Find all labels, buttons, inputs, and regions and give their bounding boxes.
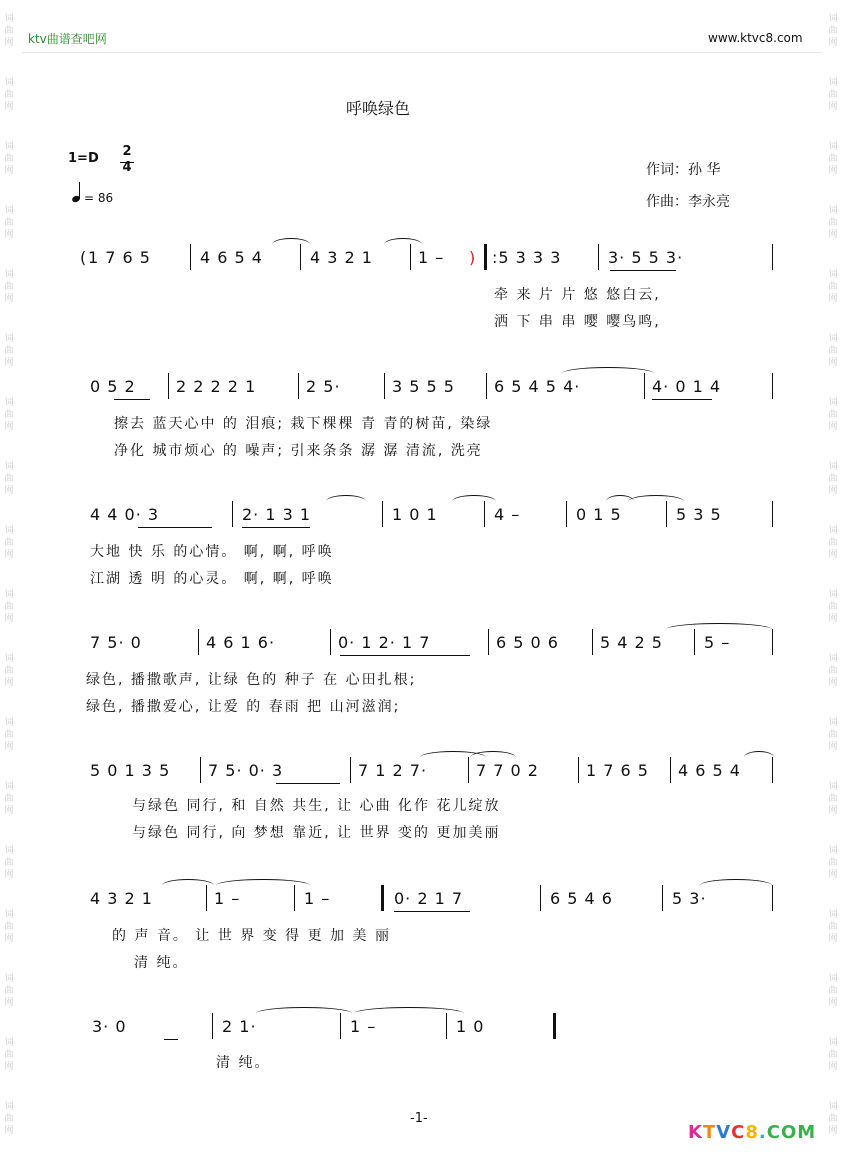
- watermark-glyph: 词: [828, 718, 838, 728]
- watermark-glyph: 词: [4, 654, 14, 664]
- watermark-glyph: 网: [828, 806, 838, 816]
- measure: 0 1 5: [576, 505, 622, 524]
- tie-arc: [354, 1007, 464, 1020]
- measure: 3 5 5 5: [392, 377, 455, 396]
- barline: [772, 501, 773, 527]
- barline: [294, 885, 295, 911]
- measure: 4 3 2 1: [90, 889, 153, 908]
- measure: 3· 0: [92, 1017, 127, 1036]
- watermark-glyph: 网: [828, 486, 838, 496]
- barline: [772, 244, 773, 270]
- watermark-glyph: 曲: [828, 282, 838, 292]
- watermark-glyph: 词: [828, 14, 838, 24]
- watermark-glyph: 曲: [4, 858, 14, 868]
- song-title: 呼唤绿色: [346, 99, 411, 118]
- score-system-3: [0, 504, 843, 624]
- watermark-glyph: 曲: [4, 730, 14, 740]
- watermark-glyph: 词: [828, 526, 838, 536]
- watermark-glyph: 网: [828, 998, 838, 1008]
- tempo-mark: = 86: [84, 191, 114, 205]
- tie-arc: [256, 1007, 352, 1020]
- measure: 1 –: [418, 248, 445, 267]
- measure: 7 1 2 7·: [358, 761, 428, 780]
- watermark-glyph: 网: [828, 358, 838, 368]
- tie-arc: [272, 238, 310, 251]
- measure: 5 0 1 3 5: [90, 761, 171, 780]
- site-url-right: www.ktvc8.com: [708, 31, 803, 45]
- measure: 5 3 5: [676, 505, 722, 524]
- watermark-glyph: 词: [4, 462, 14, 472]
- watermark-glyph: 曲: [828, 26, 838, 36]
- watermark-glyph: 网: [4, 1062, 14, 1072]
- watermark-glyph: 词: [828, 462, 838, 472]
- watermark-glyph: 网: [828, 742, 838, 752]
- lyric-verse-2: 与绿色 同行, 向 梦想 靠近, 让 世界 变的 更加美丽: [132, 825, 501, 841]
- measure: 1 7 6 5: [586, 761, 649, 780]
- watermark-glyph: 曲: [828, 346, 838, 356]
- watermark-glyph: 曲: [4, 986, 14, 996]
- watermark-glyph: 曲: [4, 26, 14, 36]
- score-system-5: [0, 760, 843, 880]
- lyric-verse-2: 洒 下 串 串 嘤 嘤鸟鸣,: [494, 314, 661, 330]
- underline-beam: [164, 1039, 178, 1040]
- watermark-glyph: 网: [4, 294, 14, 304]
- watermark-glyph: 词: [828, 142, 838, 152]
- barline: [446, 1013, 447, 1039]
- watermark-glyph: 网: [828, 38, 838, 48]
- barline: [350, 757, 351, 783]
- watermark-glyph: 词: [828, 78, 838, 88]
- watermark-glyph: 网: [4, 38, 14, 48]
- barline: [772, 885, 773, 911]
- final-barline: [553, 1013, 556, 1039]
- barline: [468, 757, 469, 783]
- lyric-verse-2: 绿色, 播撒爱心, 让爱 的 春雨 把 山河滋润;: [86, 699, 401, 715]
- lyric-final: 清 纯。: [216, 1055, 271, 1071]
- underline-beam: [394, 911, 470, 912]
- barline: [340, 1013, 341, 1039]
- watermark-glyph: 曲: [4, 794, 14, 804]
- watermark-glyph: 词: [4, 206, 14, 216]
- watermark-glyph: 曲: [828, 90, 838, 100]
- watermark-glyph: 曲: [828, 410, 838, 420]
- watermark-glyph: 网: [4, 1126, 14, 1136]
- watermark-glyph: 曲: [828, 730, 838, 740]
- measure: 2 2 2 2 1: [176, 377, 257, 396]
- composer-credit: 作曲：李永亮: [646, 194, 730, 210]
- bracket-open: (: [80, 248, 88, 267]
- tie-arc: [562, 367, 654, 380]
- barline: [232, 501, 233, 527]
- watermark-glyph: 词: [4, 334, 14, 344]
- lyric-verse-1: 绿色, 播撒歌声, 让绿 色的 种子 在 心田扎根;: [86, 672, 417, 688]
- measure: 1 –: [214, 889, 241, 908]
- watermark-glyph: 词: [4, 14, 14, 24]
- time-signature-bottom: 4: [122, 160, 132, 175]
- watermark-glyph: 曲: [4, 602, 14, 612]
- notation-row: [0, 1016, 843, 1056]
- watermark-glyph: 网: [828, 934, 838, 944]
- barline: [486, 373, 487, 399]
- watermark-glyph: 网: [828, 230, 838, 240]
- watermark-glyph: 曲: [4, 474, 14, 484]
- tie-arc: [744, 751, 774, 764]
- barline: [190, 244, 191, 270]
- score-system-1: [0, 247, 843, 367]
- watermark-glyph: 网: [4, 742, 14, 752]
- watermark-glyph: 网: [4, 550, 14, 560]
- measure: 6 5 4 6: [550, 889, 613, 908]
- barline: [598, 244, 599, 270]
- watermark-glyph: 词: [4, 846, 14, 856]
- watermark-glyph: 曲: [828, 602, 838, 612]
- watermark-glyph: 网: [828, 678, 838, 688]
- lyricist-credit: 作词：孙 华: [646, 162, 721, 178]
- watermark-glyph: 网: [4, 806, 14, 816]
- barline: [772, 629, 773, 655]
- watermark-glyph: 网: [4, 166, 14, 176]
- barline: [300, 244, 301, 270]
- watermark-glyph: 曲: [4, 282, 14, 292]
- barline: [410, 244, 411, 270]
- barline: [662, 885, 663, 911]
- barline: [772, 373, 773, 399]
- underline-beam: [610, 270, 676, 271]
- tie-arc: [216, 879, 310, 892]
- watermark-glyph: 曲: [828, 986, 838, 996]
- watermark-glyph: 网: [828, 166, 838, 176]
- measure: 1 0: [456, 1017, 485, 1036]
- watermark-glyph: 曲: [828, 474, 838, 484]
- measure: 2 5·: [306, 377, 341, 396]
- watermark-glyph: 曲: [4, 154, 14, 164]
- measure: 6 5 4 5 4·: [494, 377, 581, 396]
- measure: 2 1·: [222, 1017, 257, 1036]
- lyric-verse-2: 净化 城市烦心 的 噪声; 引来条条 潺 潺 清流, 洗亮: [114, 443, 483, 459]
- tie-arc: [452, 495, 496, 508]
- barline: [566, 501, 567, 527]
- notation-row: [0, 376, 843, 416]
- quarter-note-head-icon: [71, 195, 81, 203]
- lyric-verse-1: 的 声 音。 让 世 界 变 得 更 加 美 丽: [112, 928, 391, 944]
- watermark-glyph: 曲: [828, 1114, 838, 1124]
- notation-row: [0, 760, 843, 800]
- watermark-glyph: 词: [828, 590, 838, 600]
- watermark-glyph: 词: [4, 1102, 14, 1112]
- score-system-2: [0, 376, 843, 496]
- tie-arc: [326, 495, 366, 508]
- page-number: -1-: [410, 1111, 428, 1126]
- key-signature: 1=D: [68, 151, 99, 166]
- watermark-glyph: 词: [4, 1038, 14, 1048]
- watermark-glyph: 曲: [828, 794, 838, 804]
- measure: 0 5 2: [90, 377, 136, 396]
- score-system-4: [0, 632, 843, 752]
- barline: [200, 757, 201, 783]
- measure: 1 –: [350, 1017, 377, 1036]
- watermark-glyph: 词: [828, 654, 838, 664]
- repeat-end-barline: [381, 885, 384, 911]
- measure: 4 6 5 4: [678, 761, 741, 780]
- watermark-glyph: 词: [4, 78, 14, 88]
- watermark-glyph: 词: [4, 782, 14, 792]
- barline: [330, 629, 331, 655]
- notation-row: [0, 504, 843, 544]
- barline: [666, 501, 667, 527]
- watermark-glyph: 词: [828, 398, 838, 408]
- measure: 4· 0 1 4: [652, 377, 722, 396]
- watermark-glyph: 网: [4, 422, 14, 432]
- underline-beam: [340, 655, 470, 656]
- measure: 0· 1 2· 1 7: [338, 633, 431, 652]
- watermark-glyph: 词: [4, 526, 14, 536]
- bracket-close: ): [469, 248, 477, 267]
- measure: 1 0 1: [392, 505, 438, 524]
- repeat-barline: [484, 244, 487, 270]
- score-system-6: [0, 888, 843, 1008]
- site-logo: KTVC8.COM: [688, 1122, 817, 1143]
- measure: 4 3 2 1: [310, 248, 373, 267]
- watermark-glyph: 词: [828, 334, 838, 344]
- watermark-glyph: 曲: [4, 538, 14, 548]
- watermark-glyph: 网: [4, 230, 14, 240]
- notation-row: [0, 888, 843, 928]
- site-name-left: ktv曲谱查吧网: [28, 32, 107, 46]
- watermark-glyph: 词: [4, 398, 14, 408]
- measure: 5 4 2 5: [600, 633, 663, 652]
- tie-arc: [384, 238, 422, 251]
- lyric-verse-1: 大地 快 乐 的心情。 啊, 啊, 呼唤: [90, 544, 334, 560]
- watermark-glyph: 网: [828, 102, 838, 112]
- watermark-glyph: 网: [4, 998, 14, 1008]
- measure: 4 4 0· 3: [90, 505, 160, 524]
- watermark-glyph: 词: [828, 206, 838, 216]
- watermark-glyph: 曲: [828, 858, 838, 868]
- watermark-glyph: 网: [828, 550, 838, 560]
- barline: [484, 501, 485, 527]
- tie-arc: [700, 879, 772, 892]
- measure: 7 5· 0· 3: [208, 761, 284, 780]
- barline: [644, 373, 645, 399]
- barline: [382, 501, 383, 527]
- watermark-glyph: 网: [828, 614, 838, 624]
- barline: [198, 629, 199, 655]
- underline-beam: [138, 527, 212, 528]
- watermark-glyph: 网: [828, 870, 838, 880]
- underline-beam: [276, 783, 340, 784]
- watermark-glyph: 词: [4, 590, 14, 600]
- measure: 4 6 5 4: [200, 248, 263, 267]
- barline: [670, 757, 671, 783]
- underline-beam: [652, 399, 712, 400]
- watermark-glyph: 词: [828, 270, 838, 280]
- watermark-glyph: 网: [4, 934, 14, 944]
- measure: :5 3 3 3: [492, 248, 562, 267]
- header-divider: [22, 52, 822, 53]
- barline: [384, 373, 385, 399]
- barline: [540, 885, 541, 911]
- lyric-verse-1: 与绿色 同行, 和 自然 共生, 让 心曲 化作 花儿绽放: [132, 798, 501, 814]
- lyric-verse-1: 擦去 蓝天心中 的 泪痕; 栽下棵棵 青 青的树苗, 染绿: [114, 416, 493, 432]
- barline: [168, 373, 169, 399]
- watermark-glyph: 词: [828, 1102, 838, 1112]
- underline-beam: [114, 399, 150, 400]
- watermark-glyph: 曲: [828, 218, 838, 228]
- barline: [298, 373, 299, 399]
- watermark-glyph: 曲: [4, 410, 14, 420]
- watermark-glyph: 网: [4, 358, 14, 368]
- watermark-glyph: 词: [828, 974, 838, 984]
- measure: 7 7 0 2: [476, 761, 539, 780]
- watermark-glyph: 曲: [4, 346, 14, 356]
- watermark-glyph: 词: [4, 910, 14, 920]
- measure: 4 6 1 6·: [206, 633, 276, 652]
- watermark-glyph: 网: [828, 422, 838, 432]
- watermark-glyph: 曲: [4, 666, 14, 676]
- barline: [772, 757, 773, 783]
- barline: [694, 629, 695, 655]
- watermark-glyph: 曲: [828, 538, 838, 548]
- measure: 0· 2 1 7: [394, 889, 464, 908]
- watermark-glyph: 网: [4, 102, 14, 112]
- notation-row: [0, 247, 843, 287]
- watermark-glyph: 网: [4, 870, 14, 880]
- measure: 4 –: [494, 505, 521, 524]
- watermark-glyph: 网: [4, 486, 14, 496]
- watermark-glyph: 网: [828, 1126, 838, 1136]
- watermark-glyph: 网: [828, 1062, 838, 1072]
- measure: 1 7 6 5: [88, 248, 151, 267]
- tie-arc: [470, 751, 516, 764]
- time-signature-top: 2: [122, 144, 132, 159]
- watermark-glyph: 词: [828, 1038, 838, 1048]
- watermark-glyph: 网: [4, 678, 14, 688]
- watermark-glyph: 词: [4, 718, 14, 728]
- watermark-glyph: 曲: [4, 90, 14, 100]
- watermark-glyph: 网: [828, 294, 838, 304]
- watermark-glyph: 词: [828, 782, 838, 792]
- underline-beam: [242, 527, 310, 528]
- watermark-glyph: 曲: [4, 922, 14, 932]
- barline: [578, 757, 579, 783]
- watermark-glyph: 词: [828, 910, 838, 920]
- watermark-glyph: 词: [828, 846, 838, 856]
- measure: 7 5· 0: [90, 633, 142, 652]
- notation-row: [0, 632, 843, 672]
- measure: 5 3·: [672, 889, 707, 908]
- watermark-glyph: 词: [4, 974, 14, 984]
- lyric-verse-2: 清 纯。: [134, 955, 189, 971]
- measure: 6 5 0 6: [496, 633, 559, 652]
- measure: 1 –: [304, 889, 331, 908]
- watermark-glyph: 词: [4, 142, 14, 152]
- watermark-glyph: 曲: [4, 1114, 14, 1124]
- barline: [212, 1013, 213, 1039]
- watermark-glyph: 词: [4, 270, 14, 280]
- watermark-glyph: 曲: [828, 1050, 838, 1060]
- barline: [206, 885, 207, 911]
- lyric-verse-1: 牵 来 片 片 悠 悠白云,: [494, 287, 661, 303]
- watermark-glyph: 曲: [4, 218, 14, 228]
- barline: [592, 629, 593, 655]
- measure: 3· 5 5 3·: [608, 248, 684, 267]
- watermark-glyph: 曲: [828, 666, 838, 676]
- lyric-verse-2: 江湖 透 明 的心灵。 啊, 啊, 呼唤: [90, 571, 334, 587]
- watermark-glyph: 曲: [828, 922, 838, 932]
- measure: 2· 1 3 1: [242, 505, 312, 524]
- watermark-glyph: 曲: [828, 154, 838, 164]
- measure: 5 –: [704, 633, 731, 652]
- watermark-glyph: 网: [4, 614, 14, 624]
- barline: [488, 629, 489, 655]
- watermark-glyph: 曲: [4, 1050, 14, 1060]
